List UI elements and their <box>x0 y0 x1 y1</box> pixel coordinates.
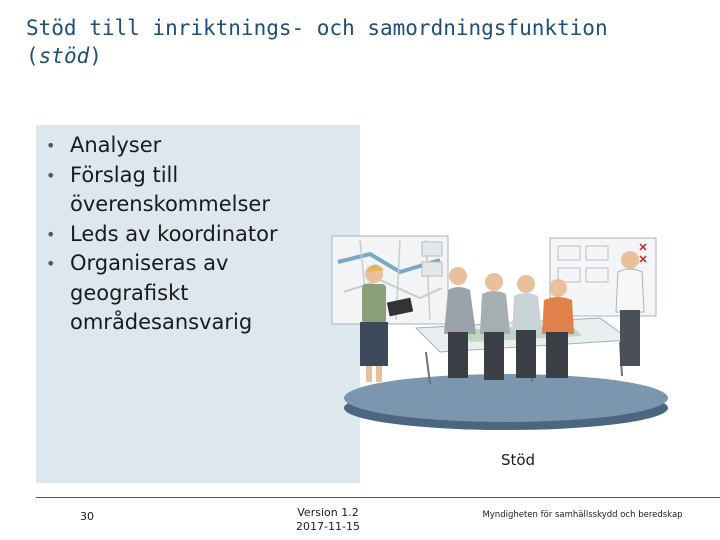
bullet-dot-icon: • <box>46 254 56 273</box>
organization-name: Myndigheten för samhällsskydd och beredskap <box>482 510 683 520</box>
bullet-dot-icon: • <box>46 165 56 185</box>
illustration-caption: Stöd <box>500 451 536 469</box>
bullet-item <box>44 249 344 338</box>
bullet-item <box>44 161 344 220</box>
page-number: 30 <box>80 510 94 523</box>
title-paren-close: ) <box>89 44 102 68</box>
title-emphasis: stöd <box>38 44 90 68</box>
bullet-text: Förslag till överenskommelser <box>70 162 270 216</box>
title-paren-open: ( <box>26 44 39 68</box>
bullet-text: Organiseras av geografiskt områdesansvarig <box>70 251 253 334</box>
bullet-item <box>44 131 344 161</box>
bullet-item <box>44 220 344 250</box>
bullet-dot-icon: • <box>46 136 56 155</box>
bullet-text: Leds av koordinator <box>70 221 278 246</box>
bullet-list <box>44 131 344 338</box>
version-info <box>282 506 374 534</box>
bullet-text: Analyser <box>70 133 162 157</box>
title-main: Stöd till inriktnings- och samordningsfunktion <box>26 16 608 40</box>
team-illustration <box>330 232 670 432</box>
version-label: Version 1.2 <box>297 506 359 519</box>
version-date: 2017-11-15 <box>296 520 360 533</box>
slide-title <box>26 14 706 70</box>
bullet-dot-icon: • <box>46 224 56 244</box>
platform-top <box>344 374 668 422</box>
footer-divider <box>36 497 720 498</box>
